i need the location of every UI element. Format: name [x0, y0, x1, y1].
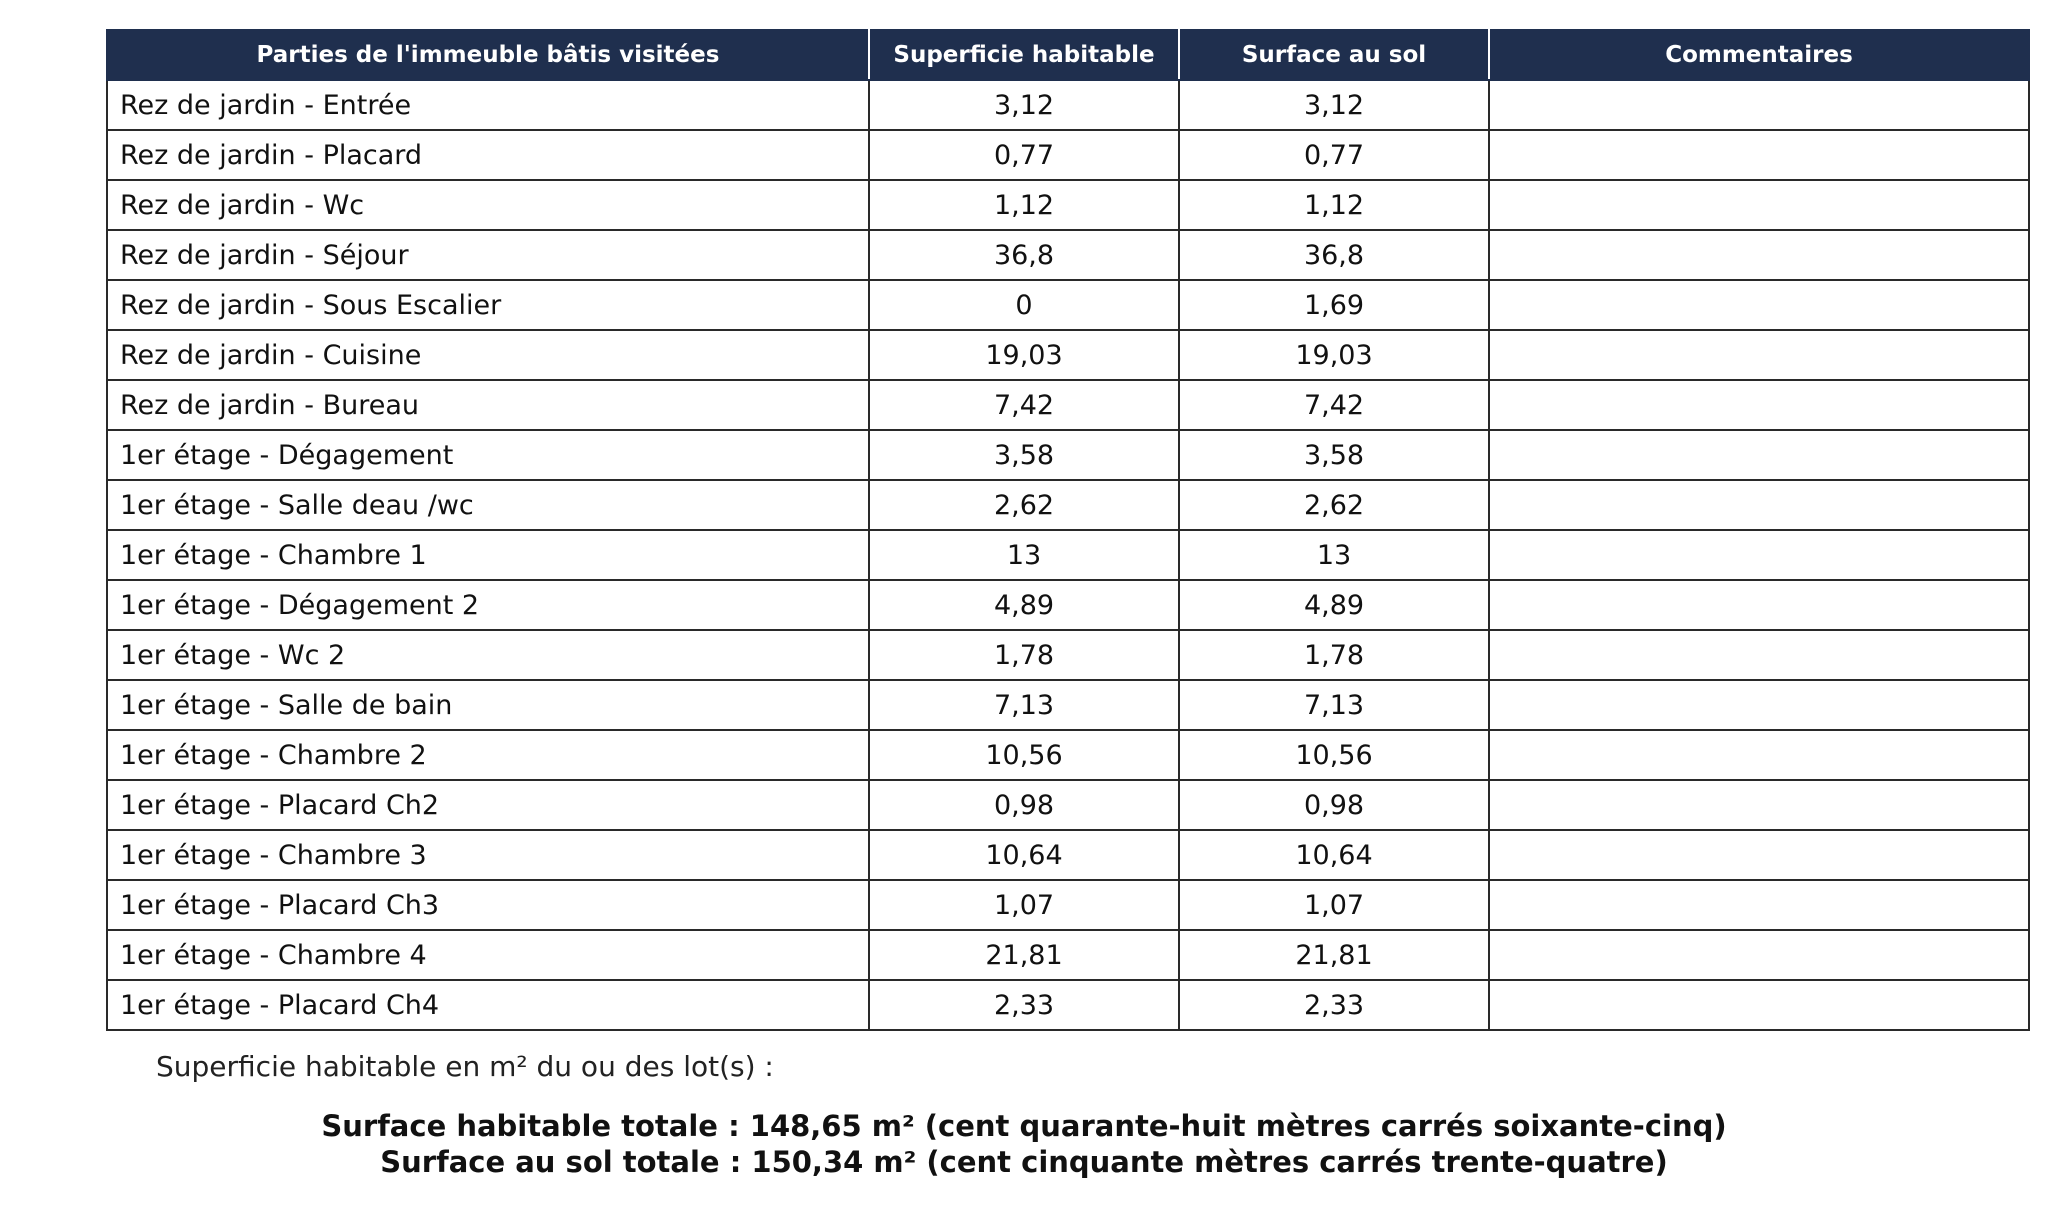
surface-au-sol-cell: 1,07 — [1179, 880, 1489, 930]
commentaires-cell — [1489, 380, 2029, 430]
room-cell: 1er étage - Dégagement — [107, 430, 869, 480]
surface-au-sol-cell: 0,77 — [1179, 130, 1489, 180]
superficie-habitable-cell: 10,64 — [869, 830, 1179, 880]
header-commentaires: Commentaires — [1489, 30, 2029, 80]
total-sol: Surface au sol totale : 150,34 m² (cent cinquante mètres carrés trente-quatre) — [380, 1145, 1668, 1179]
superficie-habitable-cell: 1,78 — [869, 630, 1179, 680]
commentaires-cell — [1489, 830, 2029, 880]
table-row — [107, 380, 2029, 430]
surface-au-sol-cell: 1,78 — [1179, 630, 1489, 680]
surface-au-sol-cell: 19,03 — [1179, 330, 1489, 380]
table-row — [107, 980, 2029, 1030]
table-row — [107, 830, 2029, 880]
commentaires-cell — [1489, 130, 2029, 180]
commentaires-cell — [1489, 330, 2029, 380]
surface-au-sol-cell: 7,13 — [1179, 680, 1489, 730]
commentaires-cell — [1489, 530, 2029, 580]
superficie-habitable-cell: 13 — [869, 530, 1179, 580]
surface-au-sol-cell: 1,69 — [1179, 280, 1489, 330]
room-cell: Rez de jardin - Cuisine — [107, 330, 869, 380]
table-header — [107, 30, 2029, 80]
room-cell: 1er étage - Dégagement 2 — [107, 580, 869, 630]
superficie-habitable-cell: 19,03 — [869, 330, 1179, 380]
surface-au-sol-cell: 3,12 — [1179, 80, 1489, 130]
commentaires-cell — [1489, 880, 2029, 930]
commentaires-cell — [1489, 930, 2029, 980]
header-surface-au-sol: Surface au sol — [1179, 30, 1489, 80]
superficie-habitable-cell: 7,13 — [869, 680, 1179, 730]
surface-au-sol-cell: 0,98 — [1179, 780, 1489, 830]
commentaires-cell — [1489, 230, 2029, 280]
surface-au-sol-cell: 13 — [1179, 530, 1489, 580]
table-row — [107, 130, 2029, 180]
table-row — [107, 180, 2029, 230]
room-cell: 1er étage - Chambre 2 — [107, 730, 869, 780]
table-row — [107, 430, 2029, 480]
commentaires-cell — [1489, 480, 2029, 530]
table-row — [107, 280, 2029, 330]
table-row — [107, 530, 2029, 580]
commentaires-cell — [1489, 430, 2029, 480]
header-superficie-habitable: Superficie habitable — [869, 30, 1179, 80]
commentaires-cell — [1489, 80, 2029, 130]
superficie-habitable-cell: 10,56 — [869, 730, 1179, 780]
room-cell: 1er étage - Chambre 1 — [107, 530, 869, 580]
surface-au-sol-cell: 10,56 — [1179, 730, 1489, 780]
superficie-habitable-cell: 4,89 — [869, 580, 1179, 630]
total-habitable: Surface habitable totale : 148,65 m² (cent quarante-huit mètres carrés soixante-cinq) — [321, 1109, 1727, 1143]
table-row — [107, 230, 2029, 280]
room-cell: Rez de jardin - Entrée — [107, 80, 869, 130]
room-cell: Rez de jardin - Sous Escalier — [107, 280, 869, 330]
superficie-habitable-cell: 1,12 — [869, 180, 1179, 230]
room-cell: 1er étage - Placard Ch2 — [107, 780, 869, 830]
superficie-habitable-cell: 2,33 — [869, 980, 1179, 1030]
surface-au-sol-cell: 36,8 — [1179, 230, 1489, 280]
room-cell: Rez de jardin - Bureau — [107, 380, 869, 430]
lot-area-label: Superficie habitable en m² du ou des lot(s) : — [156, 1050, 774, 1083]
commentaires-cell — [1489, 580, 2029, 630]
superficie-habitable-cell: 0 — [869, 280, 1179, 330]
room-cell: Rez de jardin - Placard — [107, 130, 869, 180]
table-row — [107, 80, 2029, 130]
superficie-habitable-cell: 21,81 — [869, 930, 1179, 980]
room-cell: 1er étage - Placard Ch3 — [107, 880, 869, 930]
room-cell: 1er étage - Wc 2 — [107, 630, 869, 680]
superficie-habitable-cell: 2,62 — [869, 480, 1179, 530]
commentaires-cell — [1489, 630, 2029, 680]
totals-block — [0, 1108, 2048, 1180]
table-row — [107, 330, 2029, 380]
table-row — [107, 780, 2029, 830]
table-row — [107, 630, 2029, 680]
room-cell: 1er étage - Placard Ch4 — [107, 980, 869, 1030]
surface-au-sol-cell: 10,64 — [1179, 830, 1489, 880]
surface-au-sol-cell: 7,42 — [1179, 380, 1489, 430]
surface-au-sol-cell: 1,12 — [1179, 180, 1489, 230]
table-row — [107, 580, 2029, 630]
table-row — [107, 680, 2029, 730]
superficie-habitable-cell: 3,12 — [869, 80, 1179, 130]
table-row — [107, 880, 2029, 930]
surface-au-sol-cell: 4,89 — [1179, 580, 1489, 630]
table-body — [107, 80, 2029, 1030]
surface-au-sol-cell: 21,81 — [1179, 930, 1489, 980]
surfaces-table-container — [106, 29, 2028, 1031]
header-row — [107, 30, 2029, 80]
table-row — [107, 730, 2029, 780]
surface-au-sol-cell: 3,58 — [1179, 430, 1489, 480]
commentaires-cell — [1489, 180, 2029, 230]
room-cell: 1er étage - Chambre 3 — [107, 830, 869, 880]
header-parties: Parties de l'immeuble bâtis visitées — [107, 30, 869, 80]
room-cell: 1er étage - Chambre 4 — [107, 930, 869, 980]
surface-au-sol-cell: 2,62 — [1179, 480, 1489, 530]
surface-au-sol-cell: 2,33 — [1179, 980, 1489, 1030]
superficie-habitable-cell: 0,98 — [869, 780, 1179, 830]
superficie-habitable-cell: 1,07 — [869, 880, 1179, 930]
superficie-habitable-cell: 36,8 — [869, 230, 1179, 280]
surfaces-table — [106, 29, 2030, 1031]
commentaires-cell — [1489, 730, 2029, 780]
superficie-habitable-cell: 3,58 — [869, 430, 1179, 480]
commentaires-cell — [1489, 780, 2029, 830]
room-cell: Rez de jardin - Wc — [107, 180, 869, 230]
table-row — [107, 930, 2029, 980]
commentaires-cell — [1489, 680, 2029, 730]
room-cell: Rez de jardin - Séjour — [107, 230, 869, 280]
superficie-habitable-cell: 7,42 — [869, 380, 1179, 430]
commentaires-cell — [1489, 980, 2029, 1030]
room-cell: 1er étage - Salle de bain — [107, 680, 869, 730]
table-row — [107, 480, 2029, 530]
superficie-habitable-cell: 0,77 — [869, 130, 1179, 180]
commentaires-cell — [1489, 280, 2029, 330]
room-cell: 1er étage - Salle deau /wc — [107, 480, 869, 530]
